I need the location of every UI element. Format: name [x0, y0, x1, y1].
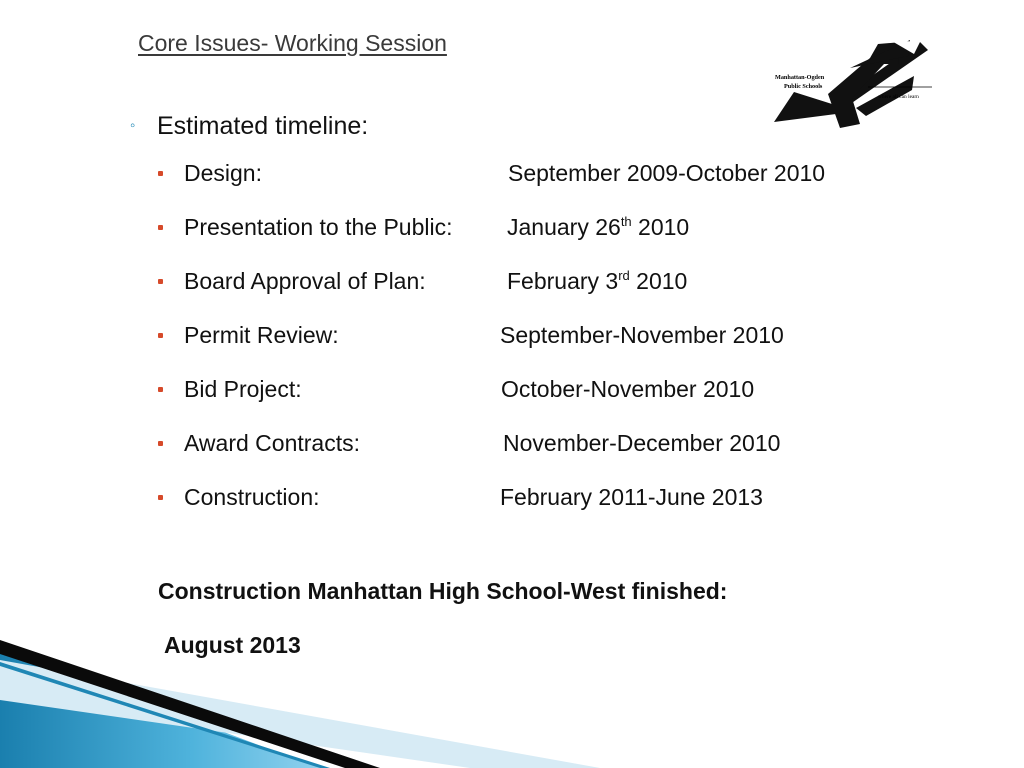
bullet-icon	[158, 225, 163, 230]
completion-note: Construction Manhattan High School-West finished:	[158, 578, 728, 604]
timeline-label: Bid Project:	[184, 376, 302, 402]
ring-bullet-icon: ◦	[130, 117, 136, 134]
school-logo	[770, 34, 935, 129]
main-bullet-text: Estimated timeline:	[157, 112, 369, 140]
bullet-icon	[158, 171, 163, 176]
logo-tagline: where all can learn	[878, 94, 919, 100]
slide-title: Core Issues- Working Session	[138, 30, 447, 56]
timeline-label: Award Contracts:	[184, 430, 360, 456]
bullet-icon	[158, 495, 163, 500]
bullet-icon	[158, 387, 163, 392]
timeline-date: November-December 2010	[503, 430, 781, 456]
corner-swoosh-decoration	[0, 640, 1024, 768]
timeline-date: February 3rd 2010	[507, 268, 688, 294]
timeline-date: January 26th 2010	[507, 214, 690, 240]
logo-name-line2: Public Schools	[784, 83, 823, 90]
timeline-date: September 2009-October 2010	[508, 160, 826, 186]
timeline-label: Design:	[184, 160, 262, 186]
bullet-icon	[158, 279, 163, 284]
logo-name-line1: Manhattan-Ogden	[775, 74, 825, 81]
timeline-date: September-November 2010	[500, 322, 784, 348]
bullet-icon	[158, 441, 163, 446]
main-bullet	[130, 112, 368, 141]
timeline-label: Permit Review:	[184, 322, 339, 348]
timeline-label: Construction:	[184, 484, 320, 510]
timeline-label: Presentation to the Public:	[184, 214, 453, 240]
timeline-date: October-November 2010	[501, 376, 755, 402]
completion-date: August 2013	[164, 632, 301, 658]
timeline-label: Board Approval of Plan:	[184, 268, 426, 294]
timeline-date: February 2011-June 2013	[500, 484, 763, 510]
bullet-icon	[158, 333, 163, 338]
